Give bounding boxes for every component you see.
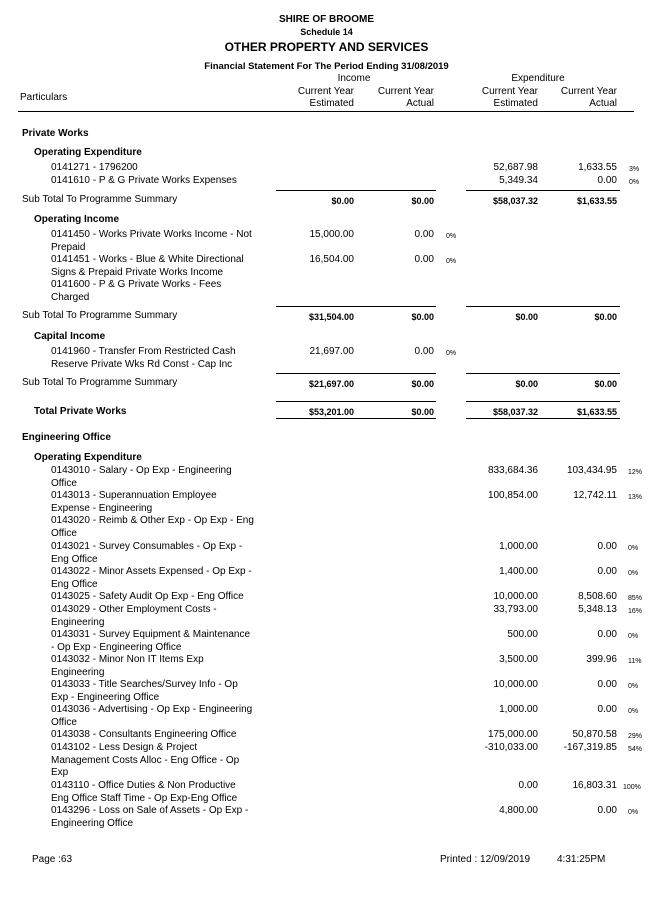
income-actual: $0.00 — [411, 407, 434, 417]
expenditure-actual: 16,803.31 — [572, 780, 617, 791]
page-number: Page :63 — [32, 854, 73, 865]
expenditure-estimated: 33,793.00 — [493, 604, 538, 615]
expenditure-percent: 11% — [628, 658, 642, 665]
income-heading: Income — [337, 73, 371, 84]
expenditure-estimated: $0.00 — [515, 312, 538, 322]
page-title: OTHER PROPERTY AND SERVICES — [224, 40, 429, 54]
expenditure-actual: 5,348.13 — [578, 604, 617, 615]
income-estimated: 21,697.00 — [309, 346, 354, 357]
income-actual: 0.00 — [414, 229, 434, 240]
exp-act-col-head-2: Actual — [589, 98, 617, 109]
row-description: 0143110 - Office Duties & Non Productive Eng Office Staff Time - Op Exp-Eng Office — [51, 780, 238, 804]
row-description: 0143036 - Advertising - Op Exp - Engineering Office — [51, 704, 253, 728]
exp-act-col-head-1: Current Year — [560, 86, 617, 97]
subtotal-rule-income — [276, 306, 436, 307]
subsection-title: Operating Expenditure — [34, 147, 142, 158]
expenditure-percent: 29% — [628, 733, 643, 740]
subtotal-rule-income — [276, 373, 436, 374]
subtotal-rule-expenditure — [466, 306, 620, 307]
org-name: SHIRE OF BROOME — [278, 14, 374, 25]
header-rule — [18, 111, 634, 112]
expenditure-actual: $1,633.55 — [576, 196, 617, 206]
expenditure-percent: 54% — [628, 746, 643, 753]
expenditure-actual: 0.00 — [597, 704, 617, 715]
expenditure-actual: 0.00 — [597, 175, 617, 186]
particulars-heading: Particulars — [20, 92, 68, 103]
expenditure-heading: Expenditure — [511, 73, 565, 84]
inc-est-col-head-2: Estimated — [309, 98, 354, 109]
income-actual: $0.00 — [411, 379, 434, 389]
row-description: 0141610 - P & G Private Works Expenses — [51, 175, 237, 186]
row-description: 0143031 - Survey Equipment & Maintenance - Op Exp - Engineering Office — [51, 629, 251, 653]
expenditure-estimated: $58,037.32 — [492, 407, 538, 417]
inc-est-col-head-1: Current Year — [297, 86, 354, 97]
row-description: 0143029 - Other Employment Costs - Engineering — [51, 604, 217, 628]
expenditure-actual: 399.96 — [586, 654, 617, 665]
expenditure-percent: 12% — [628, 469, 643, 476]
expenditure-estimated: 100,854.00 — [487, 490, 538, 501]
section-title: Engineering Office — [22, 432, 111, 443]
expenditure-estimated: 500.00 — [507, 629, 538, 640]
row-description: 0143010 - Salary - Op Exp - Engineering Office — [51, 465, 232, 489]
expenditure-percent: 3% — [629, 166, 640, 173]
expenditure-estimated: 52,687.98 — [493, 162, 538, 173]
total-label: Total Private Works — [34, 406, 127, 417]
expenditure-percent: 0% — [628, 570, 639, 577]
row-description: 0143013 - Superannuation Employee Expense - Engineering — [51, 490, 217, 514]
expenditure-estimated: 1,000.00 — [499, 704, 538, 715]
subsection-title: Capital Income — [34, 331, 106, 342]
expenditure-percent: 16% — [628, 608, 643, 615]
subtotal-label: Sub Total To Programme Summary — [22, 377, 178, 388]
expenditure-estimated: 1,400.00 — [499, 566, 538, 577]
total-rule-income — [276, 401, 436, 402]
row-description: 0143296 - Loss on Sale of Assets - Op Exp - Engineering Office — [51, 805, 249, 829]
income-estimated: $0.00 — [331, 196, 354, 206]
expenditure-estimated: 833,684.36 — [487, 465, 538, 476]
expenditure-actual: 12,742.11 — [573, 490, 617, 501]
expenditure-actual: 103,434.95 — [566, 465, 617, 476]
expenditure-actual: 0.00 — [597, 541, 617, 552]
expenditure-estimated: 3,500.00 — [499, 654, 538, 665]
expenditure-actual: 8,508.60 — [578, 591, 617, 602]
row-description: 0143033 - Title Searches/Survey Info - Op Exp - Engineering Office — [51, 679, 238, 703]
expenditure-percent: 0% — [628, 809, 639, 816]
row-description: 0141450 - Works Private Works Income - Not Prepaid — [51, 229, 252, 253]
expenditure-actual: 0.00 — [597, 566, 617, 577]
expenditure-percent: 0% — [628, 708, 639, 715]
expenditure-percent: 0% — [628, 545, 639, 552]
expenditure-estimated: $0.00 — [515, 379, 538, 389]
row-description: 0143102 - Less Design & Project Management Costs Alloc - Eng Office - Op Exp — [51, 742, 240, 779]
expenditure-percent: 0% — [628, 633, 639, 640]
income-actual: 0.00 — [414, 346, 434, 357]
expenditure-percent: 100% — [623, 784, 641, 791]
income-estimated: $53,201.00 — [308, 407, 354, 417]
expenditure-estimated: 175,000.00 — [487, 729, 538, 740]
expenditure-percent: 0% — [629, 179, 640, 186]
expenditure-actual: 1,633.55 — [578, 162, 617, 173]
expenditure-actual: 0.00 — [597, 629, 617, 640]
inc-act-col-head-2: Actual — [406, 98, 434, 109]
income-estimated: $21,697.00 — [308, 379, 354, 389]
expenditure-actual: -167,319.85 — [563, 742, 617, 753]
row-description: 0143025 - Safety Audit Op Exp - Eng Office — [51, 591, 244, 602]
subtotal-rule-expenditure — [466, 190, 620, 191]
row-description: 0141451 - Works - Blue & White Directional Signs & Prepaid Private Works Income — [51, 254, 244, 278]
row-description: 0143038 - Consultants Engineering Office — [51, 729, 237, 740]
row-description: 0143032 - Minor Non IT Items Exp Engineering — [51, 654, 204, 678]
expenditure-actual: 0.00 — [597, 679, 617, 690]
row-description: 0143020 - Reimb & Other Exp - Op Exp - Eng Office — [51, 515, 254, 539]
printed-date: Printed : 12/09/2019 — [440, 854, 531, 865]
expenditure-estimated: 4,800.00 — [499, 805, 538, 816]
expenditure-estimated: -310,033.00 — [484, 742, 538, 753]
income-percent: 0% — [446, 233, 457, 240]
subsection-title: Operating Income — [34, 214, 120, 225]
expenditure-estimated: 10,000.00 — [493, 591, 538, 602]
row-description: 0143022 - Minor Assets Expensed - Op Exp - Eng Office — [51, 566, 252, 590]
exp-est-col-head-1: Current Year — [481, 86, 538, 97]
total-underline-income — [276, 418, 436, 419]
printed-time: 4:31:25PM — [557, 854, 606, 865]
income-actual: $0.00 — [411, 312, 434, 322]
subtotal-rule-income — [276, 190, 436, 191]
exp-est-col-head-2: Estimated — [493, 98, 538, 109]
subtotal-rule-expenditure — [466, 373, 620, 374]
expenditure-actual: $0.00 — [594, 379, 617, 389]
expenditure-actual: 0.00 — [597, 805, 617, 816]
schedule-label: Schedule 14 — [300, 27, 353, 37]
income-estimated: 16,504.00 — [309, 254, 354, 265]
expenditure-estimated: 10,000.00 — [493, 679, 538, 690]
subsection-title: Operating Expenditure — [34, 452, 142, 463]
expenditure-percent: 0% — [628, 683, 639, 690]
expenditure-actual: $0.00 — [594, 312, 617, 322]
income-percent: 0% — [446, 350, 457, 357]
expenditure-estimated: 0.00 — [518, 780, 538, 791]
row-description: 0141271 - 1796200 — [51, 162, 138, 173]
subtotal-label: Sub Total To Programme Summary — [22, 310, 178, 321]
income-percent: 0% — [446, 258, 457, 265]
expenditure-estimated: 1,000.00 — [499, 541, 538, 552]
expenditure-percent: 13% — [628, 494, 643, 501]
income-actual: 0.00 — [414, 254, 434, 265]
inc-act-col-head-1: Current Year — [377, 86, 434, 97]
row-description: 0141960 - Transfer From Restricted Cash Reserve Private Wks Rd Const - Cap Inc — [51, 346, 236, 370]
expenditure-estimated: 5,349.34 — [499, 175, 538, 186]
income-actual: $0.00 — [411, 196, 434, 206]
subtotal-label: Sub Total To Programme Summary — [22, 194, 178, 205]
row-description: 0141600 - P & G Private Works - Fees Charged — [51, 279, 222, 303]
total-rule-expenditure — [466, 401, 620, 402]
income-estimated: 15,000.00 — [309, 229, 354, 240]
page-subtitle: Financial Statement For The Period Ending 31/08/2019 — [204, 61, 449, 72]
expenditure-actual: $1,633.55 — [576, 407, 617, 417]
expenditure-percent: 85% — [628, 595, 643, 602]
expenditure-estimated: $58,037.32 — [492, 196, 538, 206]
row-description: 0143021 - Survey Consumables - Op Exp - Eng Office — [51, 541, 243, 565]
total-underline-expenditure — [466, 418, 620, 419]
section-title: Private Works — [22, 128, 89, 139]
expenditure-actual: 50,870.58 — [572, 729, 617, 740]
income-estimated: $31,504.00 — [308, 312, 354, 322]
